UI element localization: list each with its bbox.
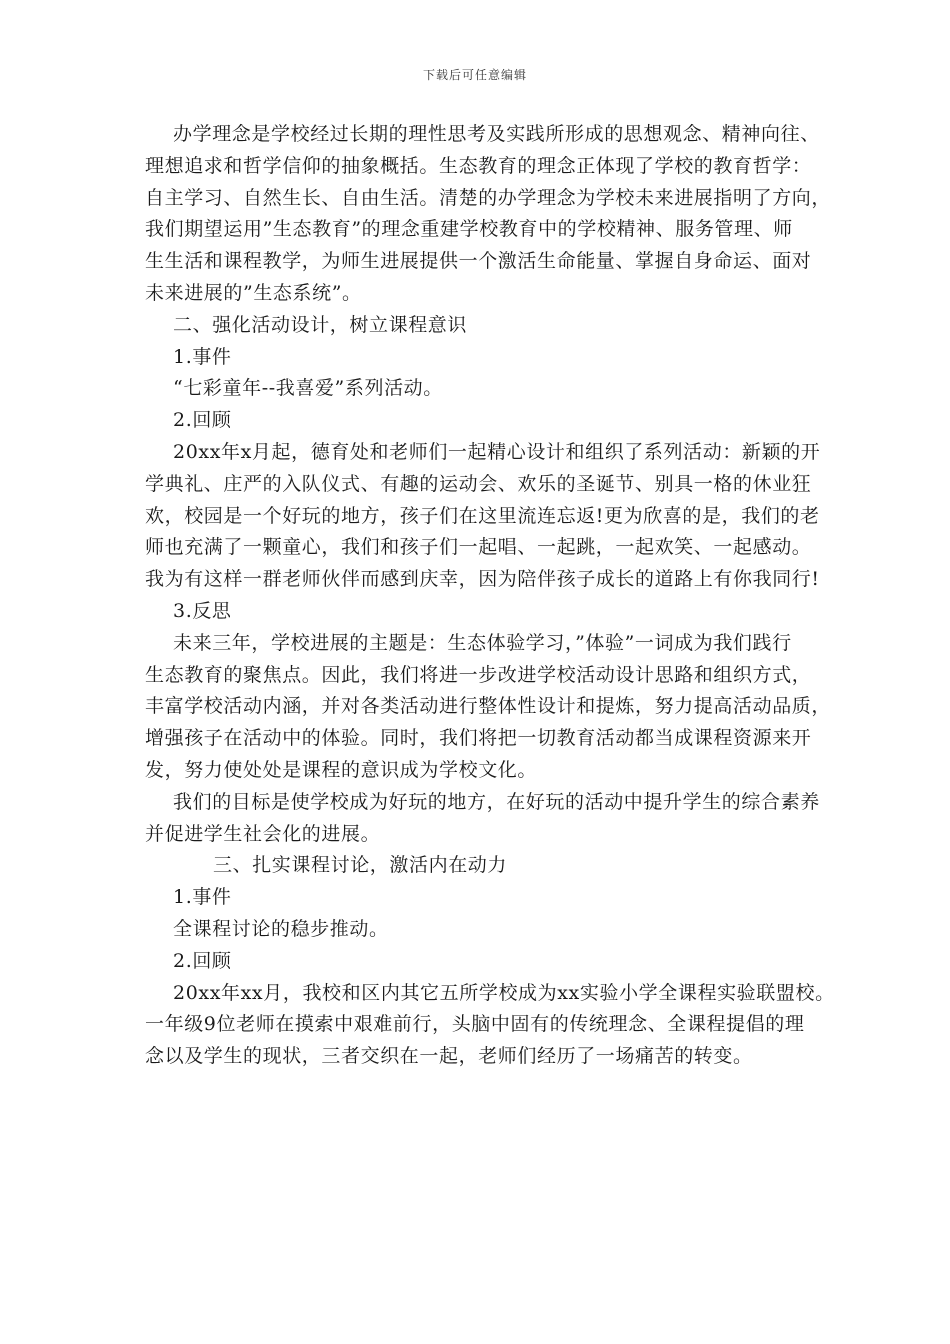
page-header-note: 下载后可任意编辑 <box>422 68 527 82</box>
section-heading: 三、扎实课程讨论，激活内在动力 <box>213 854 508 877</box>
subheading: 1.事件 <box>173 886 232 909</box>
paragraph-line: 师也充满了一颗童心，我们和孩子们一起唱、一起跳，一起欢笑、一起感动。 <box>145 536 812 559</box>
paragraph-line: 未来进展的”生态系统”。 <box>145 281 362 304</box>
subheading: 1.事件 <box>173 345 232 368</box>
paragraph-line: 我为有这样一群老师伙伴而感到庆幸，因为陪伴孩子成长的道路上有你我同行! <box>145 568 820 591</box>
subheading: 2.回顾 <box>173 949 232 972</box>
paragraph-line: 丰富学校活动内涵，并对各类活动进行整体性设计和提炼，努力提高活动品质， <box>145 695 832 718</box>
paragraph-line: 生态教育的聚焦点。因此，我们将进一步改进学校活动设计思路和组织方式， <box>145 663 812 686</box>
paragraph-line: “七彩童年--我喜爱”系列活动。 <box>173 377 443 400</box>
paragraph-line: 生生活和课程教学，为师生进展提供一个激活生命能量、掌握自身命运、面对 <box>145 250 812 273</box>
paragraph-line: 未来三年，学校进展的主题是：生态体验学习，”体验”一词成为我们践行 <box>173 631 792 654</box>
subheading: 2.回顾 <box>173 409 232 432</box>
paragraph-line: 并促进学生社会化的进展。 <box>145 822 381 845</box>
document-body <box>145 119 835 1073</box>
paragraph-line: 20xx年x月起，德育处和老师们一起精心设计和组织了系列活动：新颖的开 <box>173 440 821 463</box>
paragraph-line: 我们期望运用”生态教育”的理念重建学校教育中的学校精神、服务管理、师 <box>145 218 793 241</box>
paragraph-line: 欢，校园是一个好玩的地方，孩子们在这里流连忘返!更为欣喜的是，我们的老 <box>145 504 820 527</box>
section-heading: 二、强化活动设计，树立课程意识 <box>173 313 468 336</box>
paragraph-line: 发，努力使处处是课程的意识成为学校文化。 <box>145 758 538 781</box>
paragraph-line: 念以及学生的现状，三者交织在一起，老师们经历了一场痛苦的转变。 <box>145 1045 753 1068</box>
subheading: 3.反思 <box>173 599 232 622</box>
paragraph-line: 全课程讨论的稳步推动。 <box>173 917 389 940</box>
paragraph-line: 20xx年xx月，我校和区内其它五所学校成为xx实验小学全课程实验联盟校。 <box>173 981 835 1004</box>
paragraph-line: 增强孩子在活动中的体验。同时，我们将把一切教育活动都当成课程资源来开 <box>145 727 812 750</box>
paragraph-line: 一年级9位老师在摸索中艰难前行，头脑中固有的传统理念、全课程提倡的理 <box>145 1013 805 1036</box>
paragraph-line: 自主学习、自然生长、自由生活。清楚的办学理念为学校未来进展指明了方向， <box>145 186 832 209</box>
paragraph-line: 理想追求和哲学信仰的抽象概括。生态教育的理念正体现了学校的教育哲学： <box>145 154 812 177</box>
paragraph-line: 我们的目标是使学校成为好玩的地方，在好玩的活动中提升学生的综合素养 <box>173 790 820 813</box>
paragraph-line: 学典礼、庄严的入队仪式、有趣的运动会、欢乐的圣诞节、别具一格的休业狂 <box>145 472 812 495</box>
paragraph-line: 办学理念是学校经过长期的理性思考及实践所形成的思想观念、精神向往、 <box>173 123 820 145</box>
